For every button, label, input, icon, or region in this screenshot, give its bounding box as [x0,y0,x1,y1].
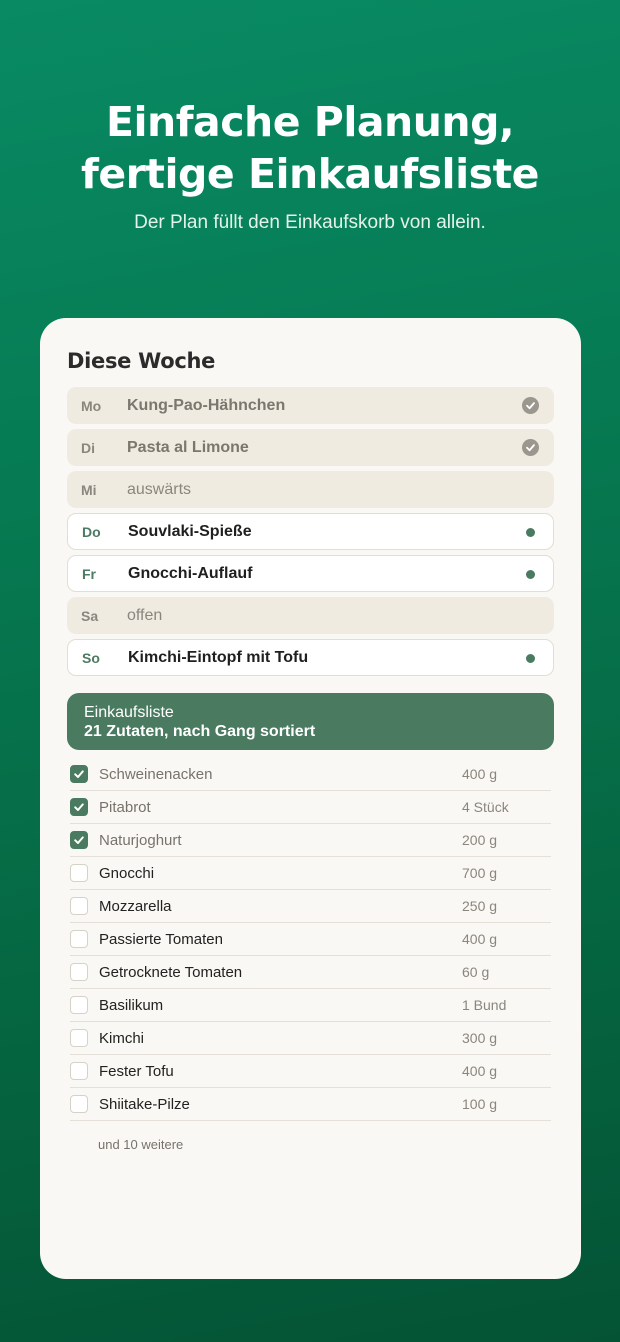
day-meal: Gnocchi-Auflauf [128,564,253,582]
item-checkbox[interactable] [70,1029,88,1047]
item-checkbox[interactable] [70,864,88,882]
checkmark-icon [73,834,85,846]
item-quantity: 60 g [462,964,490,980]
item-checkbox[interactable] [70,765,88,783]
shopping-item[interactable] [70,989,551,1022]
item-quantity: 250 g [462,898,498,914]
day-row-mi[interactable] [67,471,554,508]
week-day-list [67,387,554,676]
check-circle-icon [522,397,539,414]
planned-dot-icon [526,528,535,537]
item-quantity: 1 Bund [462,997,507,1013]
item-name: Gnocchi [99,864,155,882]
checkmark-icon [73,801,85,813]
item-name: Passierte Tomaten [99,930,223,948]
item-checkbox[interactable] [70,996,88,1014]
item-name: Basilikum [99,996,164,1014]
shopping-item[interactable] [70,857,551,890]
shopping-item[interactable] [70,1088,551,1121]
item-quantity: 4 Stück [462,799,509,815]
day-abbr: Mo [81,397,102,414]
hero-title [0,96,620,200]
item-quantity: 100 g [462,1096,498,1112]
day-meal: auswärts [127,480,192,498]
item-quantity: 300 g [462,1030,498,1046]
item-name: Fester Tofu [99,1062,174,1080]
item-checkbox[interactable] [70,798,88,816]
hero-title-line-1: Einfache Planung, [105,98,515,146]
item-name: Getrocknete Tomaten [99,963,243,981]
day-meal: Kimchi-Eintopf mit Tofu [128,648,309,666]
planned-dot-icon [526,654,535,663]
item-quantity: 400 g [462,931,498,947]
item-checkbox[interactable] [70,963,88,981]
item-quantity: 400 g [462,766,498,782]
day-meal: Souvlaki-Spieße [128,522,252,540]
hero-title-line-2: fertige Einkaufsliste [81,150,539,198]
hero [0,96,620,234]
day-abbr: Mi [81,481,97,498]
shopping-list-summary: 21 Zutaten, nach Gang sortiert [84,723,316,740]
item-name: Kimchi [99,1029,145,1047]
shopping-list-header[interactable] [67,693,554,750]
planned-dot-icon [526,570,535,579]
shopping-item[interactable] [70,791,551,824]
shopping-item[interactable] [70,1055,551,1088]
planner-card [40,318,581,1279]
day-abbr: Sa [81,607,99,624]
item-quantity: 400 g [462,1063,498,1079]
day-abbr: Fr [82,565,96,582]
day-meal: Kung-Pao-Hähnchen [127,396,286,414]
item-name: Shiitake-Pilze [99,1095,190,1113]
item-name: Mozzarella [99,897,172,915]
day-meal: Pasta al Limone [127,438,249,456]
day-row-fr[interactable] [67,555,554,592]
day-row-mo[interactable] [67,387,554,424]
shopping-item[interactable] [70,890,551,923]
day-abbr: Do [82,523,101,540]
shopping-item[interactable] [70,1022,551,1055]
item-checkbox[interactable] [70,831,88,849]
more-items-link[interactable]: und 10 weitere [98,1137,184,1152]
day-row-so[interactable] [67,639,554,676]
item-quantity: 200 g [462,832,498,848]
shopping-item[interactable] [70,824,551,857]
shopping-item[interactable] [70,956,551,989]
item-name: Naturjoghurt [99,831,182,849]
day-abbr: So [82,649,100,666]
item-name: Schweinenacken [99,765,213,783]
item-name: Pitabrot [99,798,151,816]
day-row-di[interactable] [67,429,554,466]
item-quantity: 700 g [462,865,498,881]
shopping-item-list [67,758,554,1121]
item-checkbox[interactable] [70,897,88,915]
shopping-list-title: Einkaufsliste [84,704,174,721]
day-row-do[interactable] [67,513,554,550]
hero-subtitle: Der Plan füllt den Einkaufskorb von allein. [134,212,486,233]
shopping-item[interactable] [70,758,551,791]
day-meal: offen [127,606,163,624]
check-circle-icon [522,439,539,456]
checkmark-icon [73,768,85,780]
day-row-sa[interactable] [67,597,554,634]
item-checkbox[interactable] [70,1095,88,1113]
item-checkbox[interactable] [70,1062,88,1080]
shopping-item[interactable] [70,923,551,956]
day-abbr: Di [81,439,95,456]
week-title: Diese Woche [67,349,216,373]
item-checkbox[interactable] [70,930,88,948]
